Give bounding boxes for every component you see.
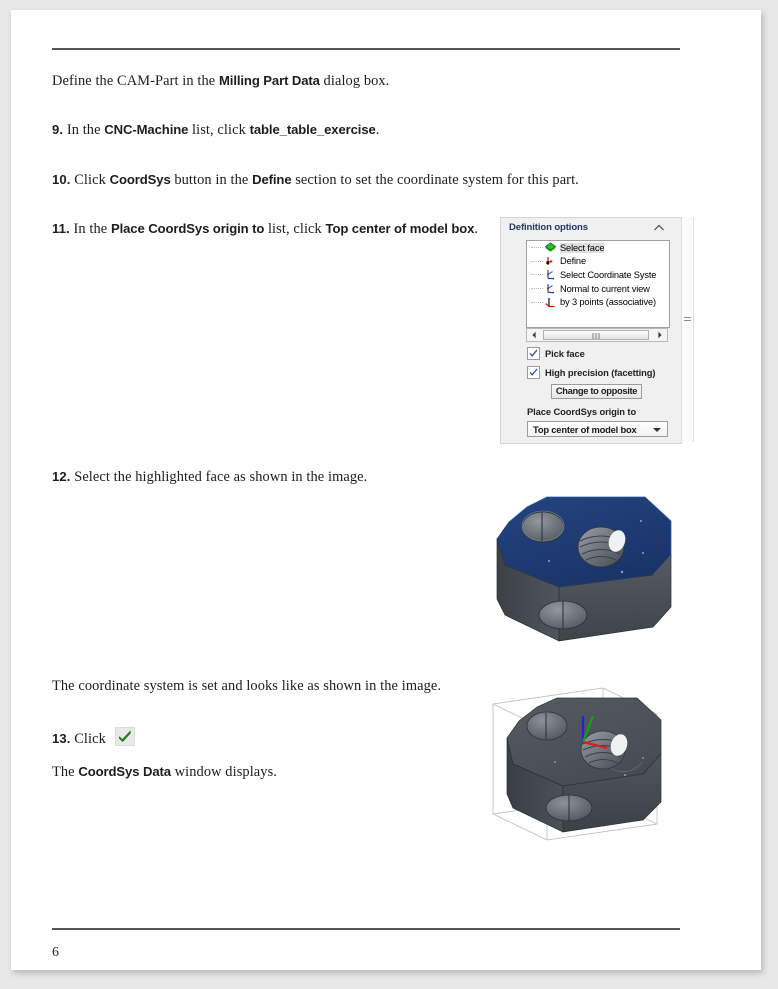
panel-header[interactable] [501, 218, 681, 238]
place-coordsys-origin-label: Place CoordSys origin to [527, 406, 637, 417]
coordinate-system-note: The coordinate system is set and looks like as shown in the image. [52, 678, 442, 694]
tree-item-define[interactable] [527, 255, 669, 269]
cad-part-highlighted-top-face [485, 469, 691, 657]
step-9-text-3: . [375, 122, 380, 138]
intro-text-after: dialog box. [319, 73, 390, 89]
step-12-text: Select the highlighted face as shown in the image. [74, 469, 368, 485]
cad-part-with-coordsys [485, 682, 691, 857]
step-9-text-2: list, click [188, 122, 250, 138]
step-13 [52, 727, 302, 750]
define-point-icon [544, 255, 557, 268]
change-to-opposite-button[interactable]: Change to opposite [551, 384, 642, 399]
header-rule [52, 48, 680, 50]
chevron-up-icon[interactable] [653, 223, 665, 233]
tree-item-select-coordinate-system[interactable] [527, 268, 669, 282]
intro-text-before: Define the CAM-Part in the [52, 73, 219, 89]
tree-connector [531, 274, 543, 275]
pick-face-label: Pick face [545, 348, 585, 359]
step-10-number: 10. [52, 172, 71, 187]
tree-item-select-face[interactable] [527, 241, 669, 255]
high-precision-label: High precision (facetting) [545, 367, 656, 378]
panel-title: Definition options [509, 222, 588, 233]
step-11-text-1: In the [73, 221, 111, 237]
panel-vertical-scrollbar[interactable] [681, 217, 694, 442]
step-10-text-1: Click [74, 172, 110, 188]
step-11 [52, 218, 482, 240]
step-10-text-3: section to set the coordinate system for this part. [291, 172, 579, 188]
checkbox-checked-icon[interactable] [527, 347, 540, 360]
step-12 [52, 466, 472, 488]
footer-rule [52, 928, 680, 930]
tree-item-normal-to-current-view[interactable] [527, 282, 669, 296]
scrollbar-grip [684, 315, 691, 321]
green-check-icon [115, 727, 135, 746]
step-9-bold-1: CNC-Machine [104, 122, 189, 137]
tree-item-label: Define [560, 256, 586, 267]
scrollbar-thumb[interactable] [543, 330, 649, 340]
tree-horizontal-scrollbar[interactable] [526, 328, 668, 342]
tree-connector [531, 247, 543, 248]
intro-paragraph [52, 70, 672, 92]
step-13-number: 13. [52, 731, 71, 746]
tree-item-label: Normal to current view [560, 283, 650, 294]
tree-connector [531, 302, 543, 303]
tree-item-label: Select Coordinate Syste [560, 269, 657, 280]
three-point-axis-icon [544, 296, 557, 309]
scroll-left-arrow-icon[interactable] [527, 329, 541, 341]
step-11-bold-1: Place CoordSys origin to [110, 221, 265, 236]
chevron-down-icon[interactable] [653, 428, 661, 432]
pick-face-checkbox-row[interactable] [527, 347, 585, 360]
dropdown-selected-value: Top center of model box [533, 424, 637, 435]
step-10-bold-2: Define [252, 172, 292, 187]
page-number: 6 [52, 945, 59, 960]
svg-text:x: x [552, 277, 555, 282]
step-10-bold-1: CoordSys [109, 172, 171, 187]
definition-options-tree[interactable] [526, 240, 670, 328]
step-11-number: 11. [52, 221, 70, 236]
definition-options-panel [500, 217, 682, 444]
step-10 [52, 169, 672, 191]
step-10-text-2: button in the [170, 172, 253, 188]
window-note-after: window displays. [170, 764, 277, 780]
green-diamond-face-icon [544, 241, 557, 254]
step-11-text-2: list, click [264, 221, 326, 237]
checkbox-checked-icon[interactable] [527, 366, 540, 379]
scroll-right-arrow-icon[interactable] [653, 329, 667, 341]
step-13-text: Click [74, 731, 110, 747]
place-origin-dropdown[interactable] [527, 421, 668, 437]
window-note-bold: CoordSys Data [78, 764, 171, 779]
window-note-before: The [52, 764, 79, 780]
coordinate-system-icon [544, 282, 557, 295]
step-11-bold-2: Top center of model box [325, 221, 475, 236]
step-9-bold-2: table_table_exercise [249, 122, 376, 137]
high-precision-checkbox-row[interactable] [527, 366, 655, 379]
intro-bold-term: Milling Part Data [218, 73, 320, 88]
document-page [11, 10, 761, 970]
tree-item-label: Select face [560, 242, 605, 253]
tree-item-label: by 3 points (associative) [560, 297, 656, 308]
svg-text:x: x [552, 291, 555, 296]
step-12-number: 12. [52, 469, 71, 484]
step-9-text-1: In the [66, 122, 105, 138]
step-11-text-3: . [474, 221, 479, 237]
step-9 [52, 119, 672, 141]
step-9-number: 9. [52, 122, 64, 137]
tree-connector [531, 288, 543, 289]
tree-item-by-3-points[interactable] [527, 295, 669, 309]
coordsys-window-note [52, 761, 482, 783]
tree-connector [531, 261, 543, 262]
scrollbar-grip [593, 333, 600, 339]
coordinate-system-icon [544, 268, 557, 281]
